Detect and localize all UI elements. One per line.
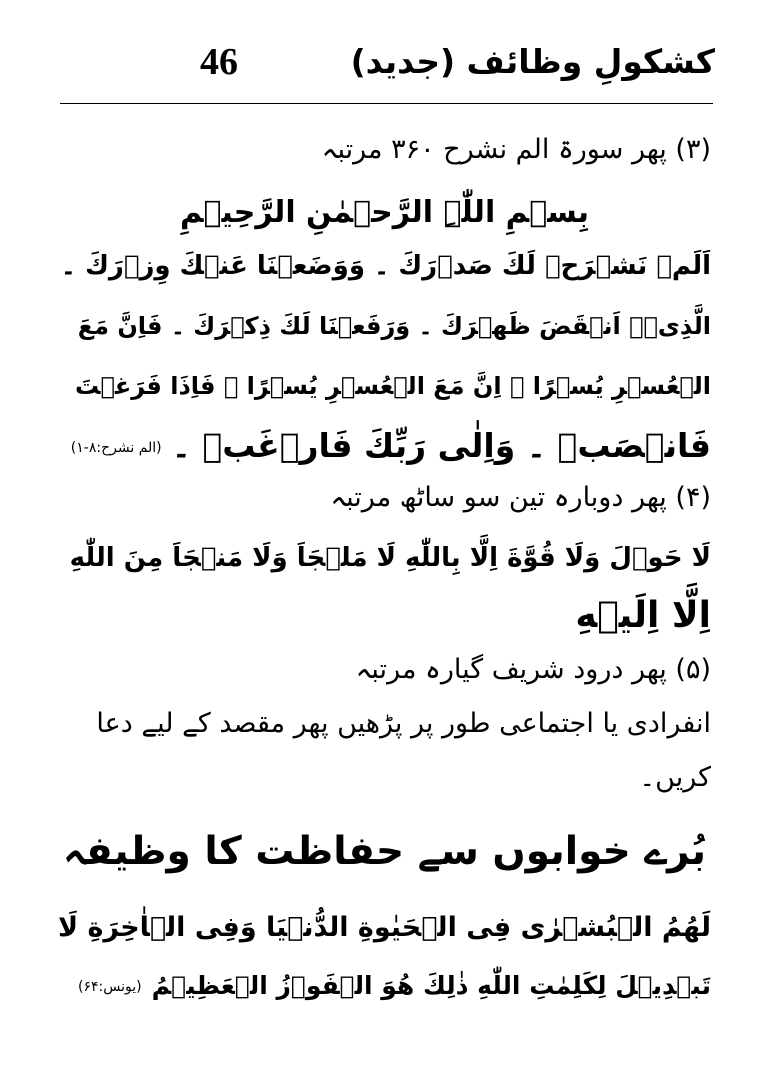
dream-verse-line-1: لَهُمُ الۡبُشۡرٰى فِى الۡحَيٰوةِ الدُّنۡيَا وَفِى الۡاٰخِرَةِ لَا (57, 912, 711, 943)
hawqala-line-1: لَا حَوۡلَ وَلَا قُوَّةَ اِلَّا بِاللّٰهِ لَا مَلۡجَاَ وَلَا مَنۡجَاَ مِنَ اللّٰهِ (69, 543, 711, 573)
dream-verse-line-2 (78, 956, 711, 1017)
surah-sharh-line-2: الَّذِیۡۤ اَنۡقَضَ ظَهۡرَكَ ۔ وَرَفَعۡنَا لَكَ ذِكۡرَكَ ۔ فَاِنَّ مَعَ (77, 312, 711, 340)
instruction-line-1: انفرادی یا اجتماعی طور پر پڑھیں پھر مقصد کے لیے دعا (96, 708, 711, 739)
surah-sharh-line-1: اَلَمۡ نَشۡرَحۡ لَكَ صَدۡرَكَ ۔ وَوَضَعۡنَا عَنۡكَ وِزۡرَكَ ۔ (60, 251, 711, 281)
instruction-line-2: کریں۔ (639, 762, 711, 793)
bismillah: بِسۡمِ اللّٰہِ الرَّحۡمٰنِ الرَّحِیۡمِ (180, 195, 589, 230)
dream-verse-reference: (یونس:۶۴) (78, 979, 142, 995)
surah-sharh-line-3: الۡعُسۡرِ يُسۡرًا ۔ اِنَّ مَعَ الۡعُسۡرِ يُسۡرًا ۔ فَاِذَا فَرَغۡتَ (75, 372, 711, 400)
surah-sharh-line-4 (71, 416, 711, 478)
section-4-heading: (۴) پھر دوبارہ تین سو ساٹھ مرتبہ (330, 482, 711, 513)
surah-sharh-line-4-text: فَانۡصَبۡ ۔ وَاِلٰى رَبِّكَ فَارۡغَبۡ ۔ (171, 426, 711, 465)
section-3-heading: (۳) پھر سورۃ الم نشرح ۳۶۰ مرتبہ (321, 134, 711, 165)
page-number: 46 (200, 41, 238, 83)
book-title: کشکولِ وظائف (جدید) (350, 42, 715, 81)
section-5-heading: (۵) پھر درود شریف گیارہ مرتبہ (355, 654, 711, 685)
hawqala-line-2: اِلَّا اِلَيۡهِ (575, 595, 711, 636)
dream-verse-line-2-text: تَبۡدِيۡلَ لِكَلِمٰتِ اللّٰهِ ذٰلِكَ هُوَ الۡفَوۡزُ الۡعَظِيۡمُ (151, 971, 711, 1000)
surah-sharh-reference: (الم نشرح:۸-۱) (70, 439, 162, 456)
page-header (60, 28, 715, 98)
dream-protection-title: بُرے خوابوں سے حفاظت کا وظیفہ (62, 829, 707, 874)
header-divider (60, 103, 713, 104)
